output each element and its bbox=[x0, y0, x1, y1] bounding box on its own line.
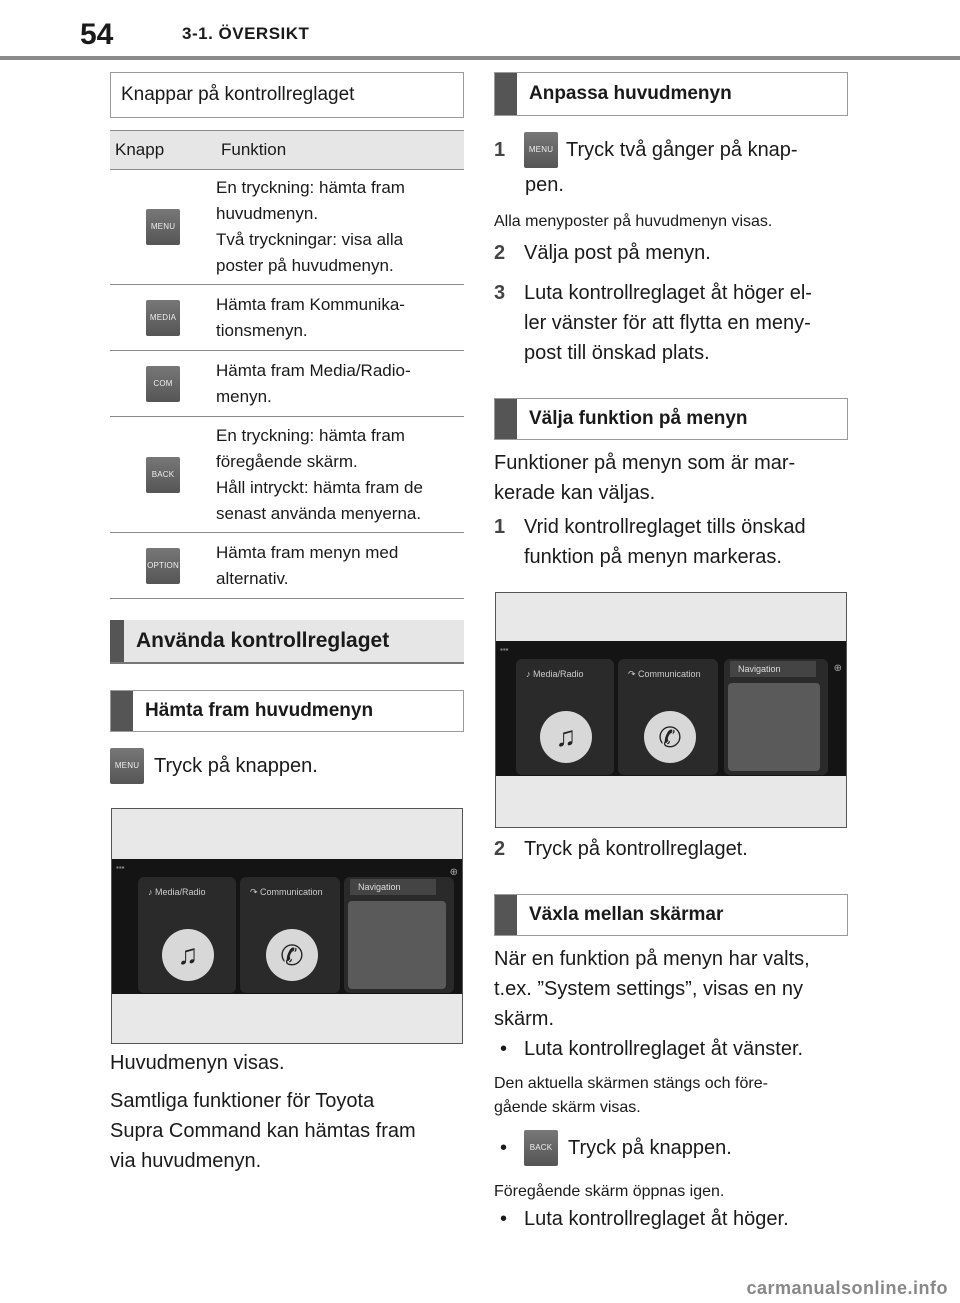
tile-label: ↷ Communication bbox=[250, 887, 323, 897]
globe-icon: ⊕ bbox=[449, 867, 458, 878]
step-text-cont: pen. bbox=[525, 174, 564, 196]
subheading-text: Hämta fram huvudmenyn bbox=[145, 700, 374, 721]
press-text: Tryck på knappen. bbox=[154, 755, 318, 777]
tile-label: ♪ Media/Radio bbox=[526, 669, 584, 679]
step-3: 3 Luta kontrollreglaget åt höger el- ler vänster för att flytta en meny- post till önskad plats. bbox=[494, 282, 812, 364]
tile-media-radio bbox=[516, 659, 614, 775]
tile-label: ↷ Communication bbox=[628, 669, 701, 679]
select-function-screenshot bbox=[495, 592, 847, 828]
row-text: huvudmenyn. bbox=[216, 204, 319, 223]
bullet-tilt-right: • Luta kontrollreglaget åt höger. bbox=[500, 1208, 789, 1230]
menu-key-icon: MENU bbox=[146, 209, 180, 245]
heading-text: Välja funktion på menyn bbox=[529, 408, 748, 429]
bullet-back: • BACK Tryck på knappen. bbox=[494, 1130, 732, 1166]
table-row bbox=[110, 533, 464, 599]
heading-customize-menu bbox=[494, 72, 848, 116]
row-text: föregående skärm. bbox=[216, 451, 358, 471]
table-row bbox=[110, 170, 464, 285]
tile-label: Navigation bbox=[730, 661, 816, 677]
back-key-icon: BACK bbox=[146, 457, 180, 493]
header-rule bbox=[0, 56, 960, 60]
menu-key-icon: MENU bbox=[524, 132, 558, 168]
row-text: menyn. bbox=[216, 386, 272, 406]
table-row bbox=[110, 351, 464, 417]
section-title: 3-1. ÖVERSIKT bbox=[182, 24, 310, 43]
row-text: Hämta fram Media/Radio- bbox=[216, 360, 411, 380]
phone-icon: ✆ bbox=[644, 711, 696, 763]
step-s1: 1 Vrid kontrollreglaget tills önskad funktion på menyn markeras. bbox=[494, 516, 806, 568]
subheading-main-menu bbox=[110, 690, 464, 732]
heading-text: Växla mellan skärmar bbox=[529, 904, 724, 925]
para-all-functions: Samtliga funktioner för Toyota Supra Command kan hämtas fram via huvudmenyn. bbox=[110, 1090, 416, 1172]
heading-select-function bbox=[494, 398, 848, 440]
step-text: Tryck två gånger på knap- bbox=[566, 139, 798, 161]
tile-navigation bbox=[344, 877, 454, 993]
step-number: 1 bbox=[494, 139, 506, 161]
row-text: Hämta fram Kommunika- bbox=[216, 294, 405, 314]
note-screen-closes: Den aktuella skärmen stängs och före- gående skärm visas. bbox=[494, 1075, 768, 1116]
row-text: Hämta fram menyn med bbox=[216, 542, 399, 562]
tile-communication bbox=[240, 877, 340, 993]
media-key-icon: MEDIA bbox=[146, 300, 180, 336]
map-preview bbox=[348, 901, 446, 989]
tile-label: ♪ Media/Radio bbox=[148, 887, 206, 897]
row-text: senast använda menyerna. bbox=[216, 503, 422, 523]
para-main-menu-shown: Huvudmenyn visas. bbox=[110, 1052, 285, 1074]
page-number: 54 bbox=[80, 18, 114, 51]
dots-icon: ▪▪▪ bbox=[500, 645, 509, 654]
tile-navigation bbox=[724, 659, 828, 775]
phone-icon: ✆ bbox=[266, 929, 318, 981]
para-new-screen: När en funktion på menyn har valts, t.ex. ”System settings”, visas en ny skärm. bbox=[494, 948, 810, 1030]
header-funktion: Funktion bbox=[216, 131, 464, 170]
section-heading-use-controller bbox=[110, 620, 464, 664]
heading-text: Anpassa huvudmenyn bbox=[529, 83, 732, 104]
menu-key-icon: MENU bbox=[110, 748, 144, 784]
box-title-buttons bbox=[110, 72, 464, 118]
note-previous-screen: Föregående skärm öppnas igen. bbox=[494, 1183, 725, 1200]
back-key-icon: BACK bbox=[524, 1130, 558, 1166]
row-text: poster på huvudmenyn. bbox=[216, 256, 394, 275]
com-key-icon: COM bbox=[146, 366, 180, 402]
para-marked-functions: Funktioner på menyn som är mar- kerade kan väljas. bbox=[494, 452, 796, 504]
press-instruction bbox=[110, 748, 318, 784]
dots-icon: ▪▪▪ bbox=[116, 863, 125, 872]
globe-icon: ⊕ bbox=[833, 663, 842, 674]
row-text: tionsmenyn. bbox=[216, 320, 308, 340]
step-2: 2 Välja post på menyn. bbox=[494, 242, 711, 264]
map-preview bbox=[728, 683, 820, 771]
bullet-tilt-left: • Luta kontrollreglaget åt vänster. bbox=[500, 1038, 804, 1060]
step-1 bbox=[494, 132, 798, 168]
table-row bbox=[110, 285, 464, 351]
row-text: En tryckning: hämta fram bbox=[216, 425, 405, 445]
step-s2: 2 Tryck på kontrollreglaget. bbox=[494, 838, 748, 860]
heading-switch-screens bbox=[494, 894, 848, 936]
box-title-text: Knappar på kontrollreglaget bbox=[121, 84, 355, 105]
main-menu-screenshot bbox=[111, 808, 463, 1044]
tile-media-radio bbox=[138, 877, 236, 993]
note-all-items: Alla menyposter på huvudmenyn visas. bbox=[494, 213, 773, 230]
option-key-icon: OPTION bbox=[146, 548, 180, 584]
row-text: Håll intryckt: hämta fram de bbox=[216, 477, 423, 497]
tile-label: Navigation bbox=[350, 879, 436, 895]
row-text: En tryckning: hämta fram bbox=[216, 178, 405, 197]
music-note-icon: ♫ bbox=[162, 929, 214, 981]
music-note-icon: ♫ bbox=[540, 711, 592, 763]
row-text: Två tryckningar: visa alla bbox=[216, 230, 404, 249]
table-header-row bbox=[110, 131, 464, 170]
button-function-table bbox=[110, 130, 464, 599]
table-row bbox=[110, 417, 464, 533]
section-heading-text: Använda kontrollreglaget bbox=[136, 629, 390, 652]
row-text: alternativ. bbox=[216, 568, 289, 588]
header-knapp: Knapp bbox=[110, 131, 216, 170]
tile-communication bbox=[618, 659, 718, 775]
watermark: carmanualsonline.info bbox=[746, 1278, 948, 1298]
